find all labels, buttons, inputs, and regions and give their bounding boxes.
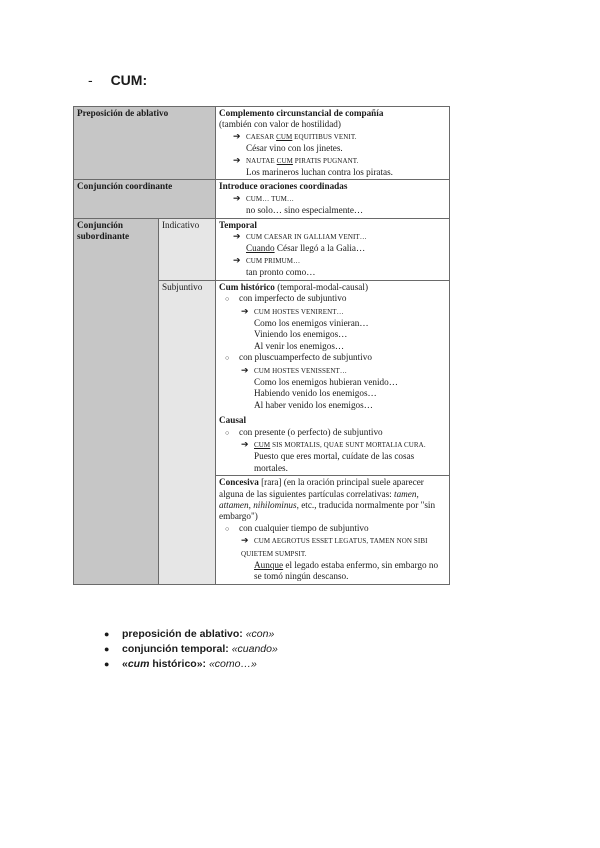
prep-example-1: ➔ CAESAR CUM EQUITIBUS VENIT. [233, 130, 357, 141]
historic-translation-2c: Al haber venido los enemigos… [254, 399, 373, 410]
list-item: ● preposición de ablativo: «con» [104, 628, 275, 640]
temporal-example-1: ➔ CUM CAESAR IN GALLIAM VENIT… [233, 231, 367, 242]
cell-historic-causal [216, 280, 450, 476]
historic-translation-2b: Habiendo venido los enemigos… [254, 388, 377, 399]
temporal-heading: Temporal [219, 219, 257, 230]
table-row-coordinating [74, 180, 450, 218]
heading-title: CUM: [110, 72, 148, 88]
historic-translation-1a: Como los enemigos vinieran… [254, 317, 369, 328]
prep-note: (también con valor de hostilidad) [219, 119, 341, 130]
cell-temporal [216, 218, 450, 280]
arrow-right-icon: ➔ [233, 254, 241, 265]
summary-list [104, 628, 278, 673]
circle-bullet-icon: ○ [225, 524, 230, 533]
historic-heading: Cum histórico (temporal-modal-causal) [219, 281, 368, 292]
arrow-right-icon: ➔ [241, 305, 249, 316]
historic-condition-1: ○ con imperfecto de subjuntivo [219, 293, 446, 305]
historic-example-1: ➔ CUM HOSTES VENIRENT… [241, 305, 344, 316]
coord-translation: no solo… sino especialmente… [246, 205, 364, 216]
circle-bullet-icon: ○ [225, 428, 230, 437]
arrow-right-icon: ➔ [233, 130, 241, 141]
causal-example: ➔ CUM SIS MORTALIS, QUAE SUNT MORTALIA CURA. [241, 438, 426, 449]
arrow-right-icon: ➔ [233, 154, 241, 165]
historic-translation-1c: Al venir los enemigos… [254, 340, 345, 351]
causal-translation: Puesto que eres mortal, cuídate de las cosas mortales. [254, 451, 415, 473]
cell-concessive [216, 476, 450, 585]
prep-heading: Complemento circunstancial de compañía [219, 108, 384, 118]
arrow-right-icon: ➔ [241, 364, 249, 375]
concessive-translation: Aunque el legado estaba enfermo, sin embargo no se tomó ningún descanso. [254, 560, 439, 582]
table-row-preposition [74, 107, 450, 180]
concessive-example: ➔ CUM AEGROTUS ESSET LEGATUS, TAMEN NON SIBI QUIETEM SUMPSIT. [241, 535, 428, 558]
historic-condition-2: ○ con pluscuamperfecto de subjuntivo [219, 352, 446, 364]
bullet-dot-icon: ● [104, 644, 110, 654]
temporal-translation-1: Cuando César llegó a la Galia… [246, 243, 366, 254]
bullet-dot-icon: ● [104, 659, 110, 669]
concessive-condition: ○ con cualquier tiempo de subjuntivo [219, 523, 446, 535]
circle-bullet-icon: ○ [225, 354, 230, 363]
historic-translation-1b: Viniendo los enemigos… [254, 329, 348, 340]
label-subordinating: Conjunción subordinante [74, 218, 159, 584]
prep-translation-2: Los marineros luchan contra los piratas. [246, 167, 393, 178]
list-item: ● conjunción temporal: «cuando» [104, 643, 278, 655]
prep-example-2: ➔ NAUTAE CUM PIRATIS PUGNANT. [233, 154, 359, 165]
cum-uses-table [73, 106, 450, 585]
label-subjunctive: Subjuntivo [159, 280, 216, 584]
label-coordinating: Conjunción coordinante [74, 180, 216, 218]
temporal-example-2: ➔ CUM PRIMUM… [233, 254, 301, 265]
bullet-dot-icon: ● [104, 629, 110, 639]
label-preposition: Preposición de ablativo [74, 107, 216, 180]
arrow-right-icon: ➔ [241, 535, 249, 546]
label-indicative: Indicativo [159, 218, 216, 280]
heading-dash: - [88, 72, 93, 88]
arrow-right-icon: ➔ [241, 438, 249, 449]
section-heading [88, 72, 147, 88]
arrow-right-icon: ➔ [233, 231, 241, 242]
historic-translation-2a: Como los enemigos hubieran venido… [254, 376, 398, 387]
prep-translation-1: César vino con los jinetes. [246, 143, 343, 154]
coord-example: ➔ CUM… TUM… [233, 192, 295, 203]
temporal-translation-2: tan pronto como… [246, 267, 316, 278]
arrow-right-icon: ➔ [233, 192, 241, 203]
causal-condition: ○ con presente (o perfecto) de subjuntivo [219, 427, 446, 439]
circle-bullet-icon: ○ [225, 295, 230, 304]
list-item: ● «cum histórico»: «como…» [104, 658, 257, 670]
historic-example-2: ➔ CUM HOSTES VENISSENT… [241, 364, 347, 375]
concessive-heading: Concesiva [rara] (en la oración principal suele aparecer alguna de las siguientes partículas correlativas: tamen, attamen, nihilominus, etc., traducida normalmente por "sin embargo") [219, 477, 436, 522]
cell-coordinating [216, 180, 450, 218]
table-row-subordinating-indicative [74, 218, 450, 280]
coord-heading: Introduce oraciones coordinadas [219, 181, 348, 192]
causal-heading: Causal [219, 415, 247, 426]
cell-preposition [216, 107, 450, 180]
